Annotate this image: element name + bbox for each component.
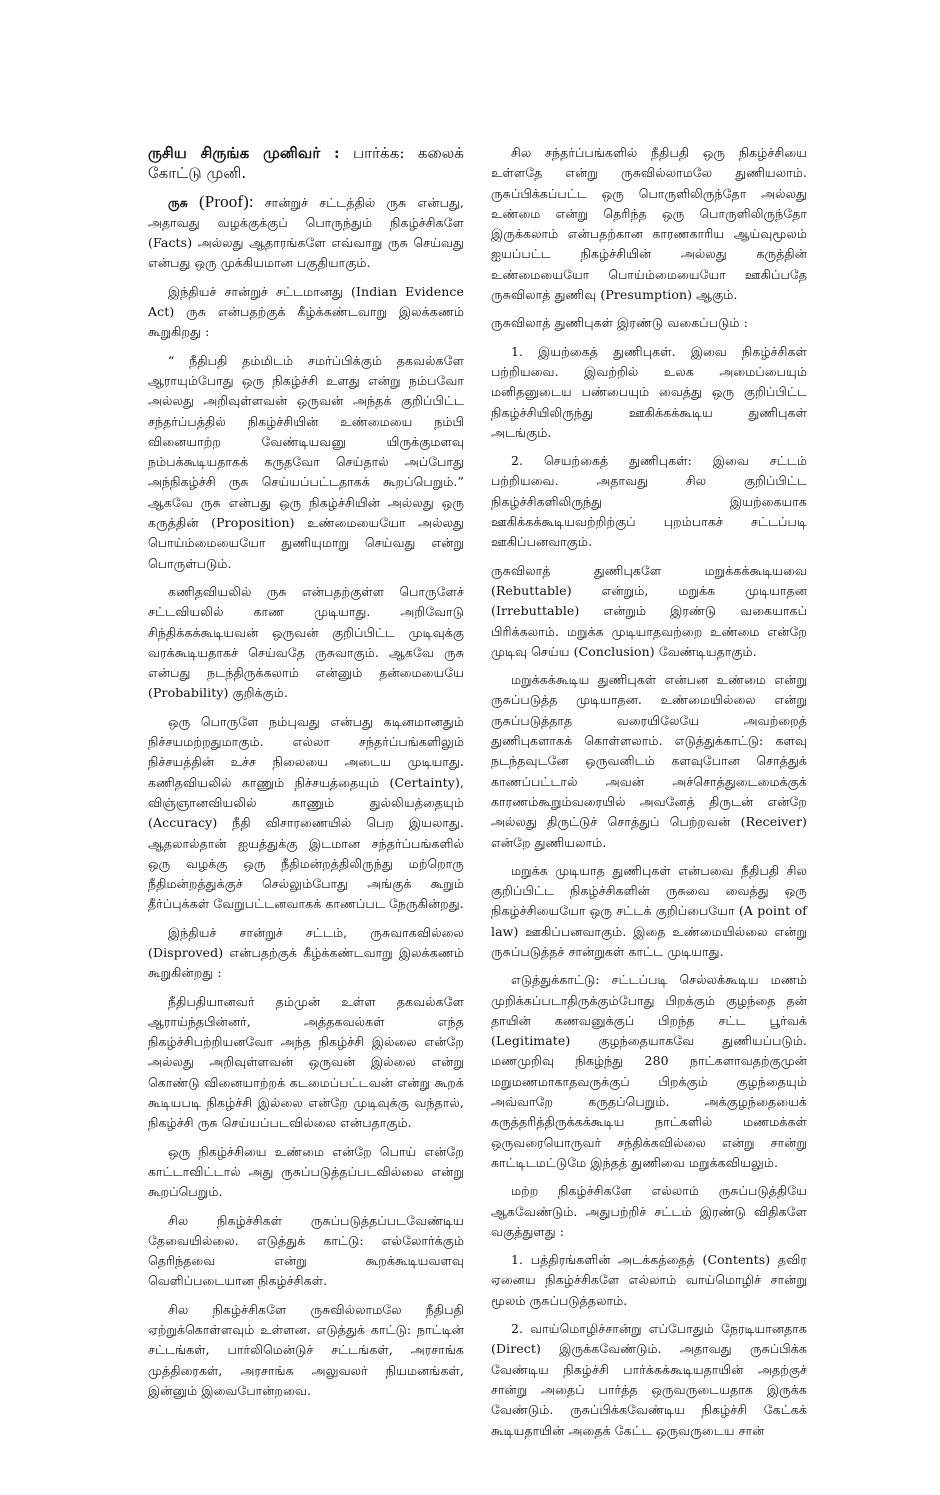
paragraph-left-4: கணிதவியலில் ருசு என்பதற்குள்ள பொருளேச் சட்டவியலில் காண முடியாது. அறிவோடு சிந்திக்கக்கூடியவன் ஒருவன் குறிப்பிட்ட முடிவுக்கு வரக்கூடியதாகச் செய்வதே ருசுவாகும். ஆகவே ருசு என்பது நடந்திருக்கலாம் என்னும் தன்மையையே (Probability) குறிக்கும். — [148, 583, 464, 701]
entry-heading-rusu: ருசு — [168, 194, 188, 210]
paragraph-right-11: 2. வாய்மொழிச்சான்று எப்போதும் நேரடியானதாக (Direct) இருக்கவேண்டும். அதாவது ருசுப்பிக்க வேண்டிய நிகழ்ச்சி பார்க்கக்கூடியதாயின் அதற்குச் சான்று அதைப் பார்த்த ஒருவருடையதாக இருக்க வேண்டும். ருசுப்பிக்கவேண்டிய நிகழ்ச்சி கேட்கக் கூடியதாயின் அதைக் கேட்ட ஒருவருடைய சான் — [491, 1321, 807, 1438]
paragraph-left-6: இந்தியச் சான்றுச் சட்டம், ருசுவாகவில்லை (Disproved) என்பதற்குக் கீழ்க்கண்டவாறு இலக்கணம் கூறுகின்றது : — [148, 924, 464, 981]
paragraph-right-6: மறுக்கக்கூடிய துணிபுகள் என்பன உண்மை என்று ருசுப்படுத்த முடியாதன. உண்மையில்லை என்று ருசுப்படுத்தாத வரையிலேயே அவற்றைத் துணிபுகளாகக் கொள்ளலாம். எடுத்துக்காட்டு: களவு நடந்தவுடனே ஒருவனிடம் களவுபோன சொத்துக் காணப்பட்டால் அவன் அச்சொத்துடைமைக்குக் காரணம்கூறும்வரையில் அவனேத் திருடன் என்றே அல்லது திருட்டுச் சொத்துப் பெற்றவன் (Receiver) என்றே துணியலாம். — [491, 672, 807, 850]
paragraph-right-1: சில சந்தர்ப்பங்களில் நீதிபதி ஒரு நிகழ்ச்சியை உள்ளதே என்று ருசுவில்லாமலே துணியலாம். ருசுப்பிக்கப்பட்ட ஒரு பொருளிலிருந்தோ அல்லது உண்மை என்று தெரிந்த ஒரு பொருளிலிருந்தோ இருக்கலாம் என்பதற்கான காரணகாரிய ஆய்வுமூலம் ஐயப்பட்ட நிகழ்ச்சியின் அல்லது கருத்தின் உண்மையையோ பொய்ம்மையையோ ஊகிப்பதே ருசுவிலாத் துணிவு (Presumption) ஆகும். — [491, 145, 807, 303]
entry-body-rusiya: பார்க்க: கலைக் கோட்டு முனி. — [148, 144, 464, 183]
paragraph-left-3: “ நீதிபதி தம்மிடம் சமர்ப்பிக்கும் தகவல்களே ஆராயும்போது ஒரு நிகழ்ச்சி உளது என்று நம்பவோ அல்லது அறிவுள்ளவன் ஒருவன் அந்தக் குறிப்பிட்ட சந்தர்ப்பத்தில் நிகழ்ச்சியின் உண்மையை நம்பி வினையாற்ற வேண்டியவனு யிருக்குமளவு நம்பக்கூடியதாகக் கருதவோ செய்தால் அப்போது அந்நிகழ்ச்சி ருசு செய்யப்பட்டதாகக் கூறப்பெறும்.” ஆகவே ருசு என்பது ஒரு நிகழ்ச்சியின் அல்லது ஒரு கருத்தின் (Proposition) உண்மையையோ அல்லது பொய்ம்மையையோ துணியுமாறு செய்வது என்று பொருள்படும். — [148, 352, 464, 571]
paragraph-right-7: மறுக்க முடியாத துணிபுகள் என்பவை நீதிபதி சில குறிப்பிட்ட நிகழ்ச்சிகளின் ருசுவை வைத்து ஒரு நிகழ்ச்சியையோ ஒரு சட்டக் குறிப்பையோ (A point of law) ஊகிப்பனவாகும். இதை உண்மையில்லை என்று ருசுப்படுத்தச் சான்றுகள் காட்ட முடியாது. — [491, 862, 807, 959]
paragraph-right-9: மற்ற நிகழ்ச்சிகளே எல்லாம் ருசுப்படுத்தியே ஆகவேண்டும். அதுபற்றிச் சட்டம் இரண்டு விதிகளே வகுத்துளது : — [491, 1183, 807, 1239]
paragraph-right-10: 1. பத்திரங்களின் அடக்கத்தைத் (Contents) தவிர ஏனைய நிகழ்ச்சிகளே எல்லாம் வாய்மொழிச் சான்று மூலம் ருசுப்படுத்தலாம். — [491, 1252, 807, 1308]
paragraph-left-9: சில நிகழ்ச்சிகள் ருசுப்படுத்தப்படவேண்டிய தேவையில்லை. எடுத்துக் காட்டு: எல்லோர்க்கும் தெரிந்தவை என்று கூறக்கூடியவளவு வெளிப்படையான நிகழ்ச்சிகள். — [148, 1212, 464, 1289]
paragraph-left-10: சில நிகழ்ச்சிகளே ருசுவில்லாமலே நீதிபதி ஏற்றுக்கொள்ளவும் உள்ளன. எடுத்துக் காட்டு: நாட்டின் சட்டங்கள், பார்லிமென்டுச் சட்டங்கள், அரசாங்க முத்திரைகள், அரசாங்க அலுவலர் நியமனங்கள், இன்னும் இவைபோன்றவை. — [148, 1301, 464, 1398]
entry-heading-rusu-latin: (Proof): — [199, 191, 254, 211]
paragraph-left-1: சான்றுச் சட்டத்தில் ருசு என்பது, அதாவது வழக்குக்குப் பொருந்தும் நிகழ்ச்சிகளே (Facts) அல்லது ஆதாரங்களே எவ்வாறு ருசு செய்வது என்பது ஒரு முக்கியமான பகுதியாகும். — [148, 194, 464, 271]
left-column — [148, 143, 464, 1409]
paragraph-left-5: ஒரு பொருளே நம்புவது என்பது கடினமானதும் நிச்சயமற்றதுமாகும். எல்லா சந்தர்ப்பங்களிலும் நிச்சயத்தின் உச்ச நிலையை அடைய முடியாது. கணிதவியலில் காணும் நிச்சயத்தையும் (Certainty), விஞ்ஞானவியலில் காணும் துல்லியத்தையும் (Accuracy) நீதி விசாரணையில் பெற இயலாது. ஆதலால்தான் ஐயத்துக்கு இடமான சந்தர்ப்பங்களில் ஒரு வழக்கு ஒரு நீதிமன்றத்திலிருந்து மற்றொரு நீதிமன்றத்துக்குச் செல்லும்போது அங்குக் கூறும் தீர்ப்புக்கள் வேறுபட்டனவாகக் காணப்பட நேருகின்றது. — [148, 713, 464, 912]
paragraph-right-4: 2. செயற்கைத் துணிபுகள்: இவை சட்டம் பற்றியவை. அதாவது சில குறிப்பிட்ட நிகழ்ச்சிகளிலிருந்து இயற்கையாக ஊகிக்கக்கூடியவற்றிற்குப் புறம்பாகச் சட்டப்படி ஊகிப்பனவாகும். — [491, 453, 807, 550]
paragraph-right-8: எடுத்துக்காட்டு: சட்டப்படி செல்லக்கூடிய மணம் முறிக்கப்படாதிருக்கும்போது பிறக்கும் குழந்தை தன் தாயின் கணவனுக்குப் பிறந்த சட்ட பூர்வக் (Legitimate) குழந்தையாகவே துணியப்படும். மணமுறிவு நிகழ்ந்து 280 நாட்களாவதற்குமுன் மறுமணமாகாதவருக்குப் பிறக்கும் குழந்தையும் அவ்வாறே கருதப்பெறும். அக்குழந்தையைக் கருத்தரித்திருக்கக்கூடிய நாட்களில் மணமக்கள் ஒருவரையொருவர் சந்திக்கவில்லை என்று சான்று காட்டிடமட்டுமே இந்தத் துணிவை மறுக்கவியலும். — [491, 972, 807, 1170]
entry-rusu — [148, 192, 464, 274]
entry-rusiya-sirunga-munivar — [148, 143, 464, 184]
paragraph-right-5: ருசுவிலாத் துணிபுகளே மறுக்கக்கூடியவை (Rebuttable) என்றும், மறுக்க முடியாதன (Irrebuttable) என்றும் இரண்டு வகையாகப் பிரிக்கலாம். மறுக்க முடியாதவற்றை உண்மை என்றே முடிவு செய்ய (Conclusion) வேண்டியதாகும். — [491, 562, 807, 659]
entry-heading-rusiya: ருசிய சிருங்க முனிவர் : — [148, 144, 340, 162]
right-column — [491, 143, 807, 1449]
paragraph-left-8: ஒரு நிகழ்ச்சியை உண்மை என்றே பொய் என்றே காட்டாவிட்டால் அது ருசுப்படுத்தப்படவில்லை என்று கூறப்பெறும். — [148, 1143, 464, 1200]
paragraph-right-2: ருசுவிலாத் துணிபுகள் இரண்டு வகைப்படும் : — [491, 315, 748, 331]
paragraph-right-3: 1. இயற்கைத் துணிபுகள். இவை நிகழ்ச்சிகள் பற்றியவை. இவற்றில் உலக அமைப்பையும் மனிதனுடைய பண்பையும் வைத்து ஒரு குறிப்பிட்ட நிகழ்ச்சியிலிருந்து ஊகிக்கக்கூடிய துணிபுகள் அடங்கும். — [491, 343, 807, 440]
paragraph-left-7: நீதிபதியானவர் தம்முன் உள்ள தகவல்களே ஆராய்ந்தபின்னர், அத்தகவல்கள் எந்த நிகழ்ச்சிபற்றியனவோ அந்த நிகழ்ச்சி இல்லை என்றே அல்லது அறிவுள்ளவன் ஒருவன் இல்லை என்று கொண்டு வினையாற்றக் கடமைப்பட்டவன் என்று கூறக் கூடியபடி நிகழ்ச்சி இல்லை என்றே முடிவுக்கு வந்தால், நிகழ்ச்சி ருசு செய்யப்படவில்லை என்பதாகும். — [148, 993, 464, 1131]
paragraph-left-2: இந்தியச் சான்றுச் சட்டமானது (Indian Evidence Act) ருசு என்பதற்குக் கீழ்க்கண்டவாறு இலக்கணம் கூறுகிறது : — [148, 283, 464, 340]
